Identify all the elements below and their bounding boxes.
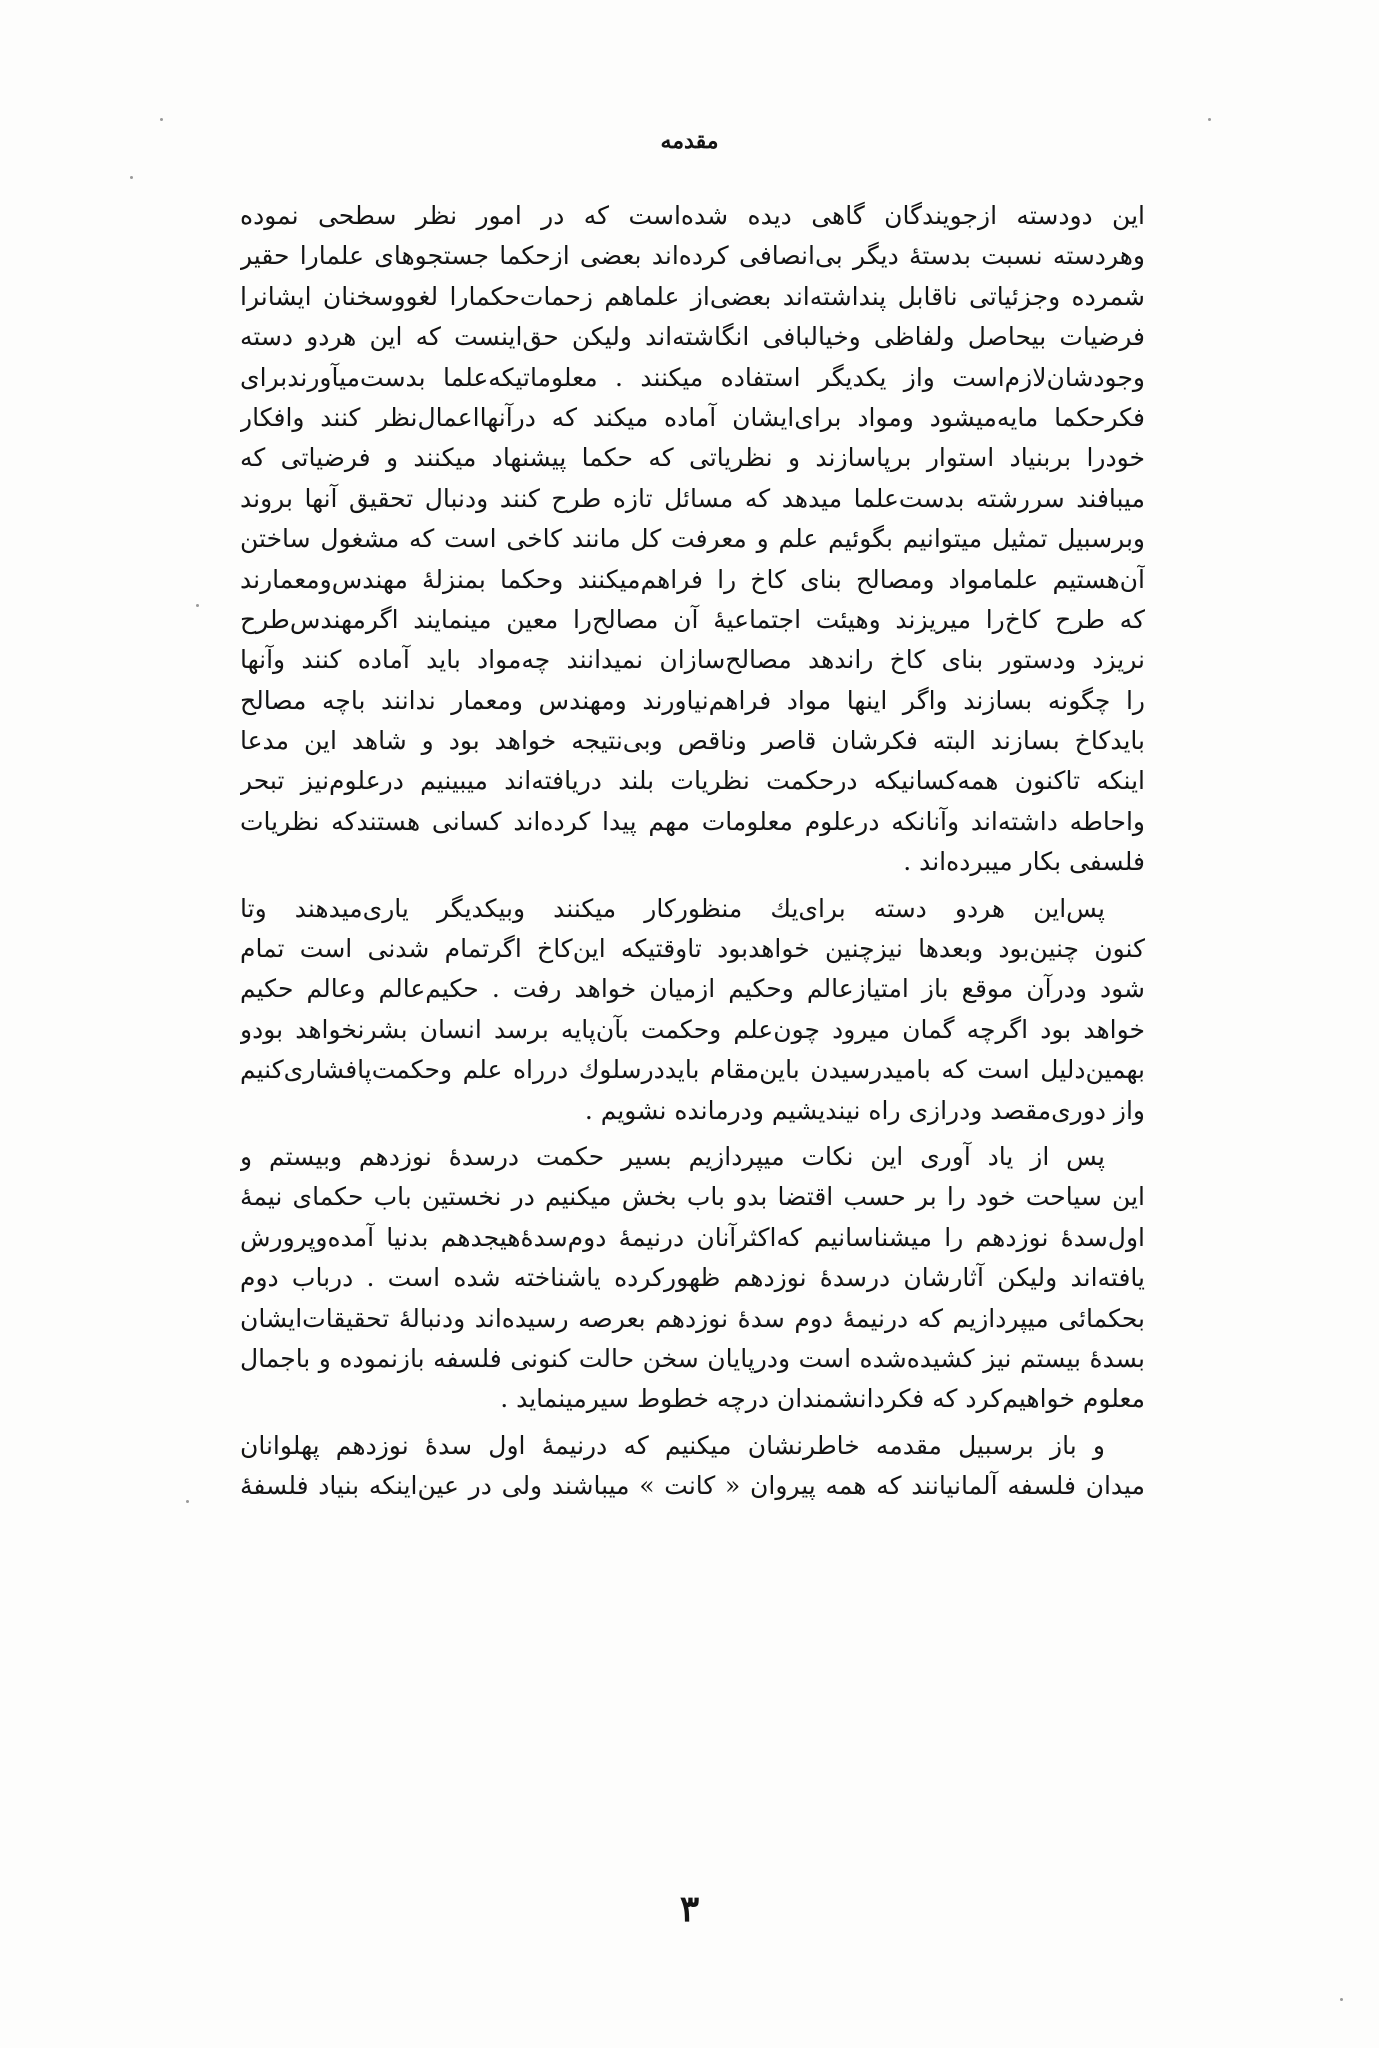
text-line: این دودسته ازجویندگان گاهی دیده شده‌است که در امور نظر سطحی نموده: [240, 201, 1145, 230]
scan-speck: [160, 118, 163, 121]
text-line: آن‌هستیم علمامواد ومصالح بنای کاخ را فراهم‌میکنند وحکما بمنزلهٔ مهندس‌ومعمارند: [240, 564, 1145, 594]
scan-speck: [186, 1500, 189, 1503]
text-line: معلوم خواهیم‌کرد که فکردانشمندان درچه خطوط سیرمینماید .: [500, 1384, 1145, 1414]
scan-speck: [1208, 118, 1211, 121]
scan-speck: [196, 604, 199, 607]
scan-speck: [1340, 1998, 1343, 2001]
text-line: شمرده وجزئیاتی ناقابل پنداشته‌اند بعضی‌از علماهم زحمات‌حکمارا لغووسخنان ایشانرا: [240, 281, 1145, 311]
text-line: پس از یاد آوری این نکات میپردازیم بسیر حکمت درسدهٔ نوزدهم وبیستم و: [240, 1141, 1105, 1171]
text-line: بایدکاخ بسازند البته فکرشان قاصر وناقص وبی‌نتیجه خواهد بود و شاهد این مدعا: [240, 726, 1145, 756]
paragraph-4: [240, 1426, 1145, 1507]
text-line: خواهد بود اگرچه گمان میرود چون‌علم وحکمت بآن‌پایه برسد انسان بشرنخواهد بودو: [240, 1014, 1145, 1044]
running-title: مقدمه: [660, 128, 719, 154]
paragraph-3: [240, 1137, 1145, 1420]
text-line: خودرا بربنیاد استوار برپاسازند و نظریاتی که حکما پیشنهاد میکنند و فرضیاتی که: [240, 443, 1145, 473]
text-line: فرضیات بیحاصل ولفاظی وخیالبافی انگاشته‌اند ولیکن حق‌اینست که این هردو دسته: [240, 322, 1145, 352]
text-line: واز دوری‌مقصد ودرازی راه نیندیشیم ودرمانده نشویم .: [584, 1095, 1145, 1125]
text-line: فکرحکما مایه‌میشود ومواد برای‌ایشان آماده میکند که درآنها‌اعمال‌نظر کنند وافکار: [240, 402, 1145, 432]
text-line: شود ودرآن موقع باز امتیازعالم وحکیم ازمیان خواهد رفت . حکیم‌عالم وعالم حکیم: [240, 974, 1145, 1004]
text-line: اینکه تاکنون همه‌کسانیکه درحکمت نظریات بلند دریافته‌اند میبینیم درعلوم‌نیز تبحر: [240, 766, 1145, 796]
text-line: پس‌این هردو دسته برای‌یك منظورکار میکنند وبیکدیگر یاری‌میدهند وتا: [240, 893, 1105, 923]
text-line: و باز برسبیل مقدمه خاطرنشان میکنیم که درنیمهٔ اول سدهٔ نوزدهم پهلوانان: [240, 1430, 1105, 1460]
text-line: بحکمائی میپردازیم که درنیمهٔ دوم سدهٔ نوزدهم بعرصه رسیده‌اند ودنبالهٔ تحقیقات‌ایشان: [240, 1303, 1145, 1333]
text-line: نریزد ودستور بنای کاخ راندهد مصالح‌سازان نمیدانند چه‌مواد باید آماده کنند وآنها: [240, 645, 1145, 675]
text-line: کنون چنین‌بود وبعدها نیزچنین خواهدبود تاوقتیکه این‌کاخ اگرتمام شدنی است تمام: [240, 934, 1145, 964]
text-line: این سیاحت خود را بر حسب اقتضا بدو باب بخش میکنیم در نخستین باب حکمای نیمهٔ: [240, 1182, 1145, 1212]
text-line: وهردسته نسبت بدستهٔ دیگر بی‌انصافی کرده‌اند بعضی ازحکما جستجوهای علمارا حقیر: [240, 241, 1145, 271]
text-line: واحاطه داشته‌اند وآنانکه درعلوم معلومات مهم پیدا کرده‌اند کسانی هستند‌که نظریات: [240, 806, 1145, 836]
body-text: [240, 196, 1145, 1507]
page-number: ۳: [679, 1888, 700, 1930]
text-line: بسدهٔ بیستم نیز کشیده‌شده است ودرپایان سخن حالت کنونی فلسفه بازنموده و باجمال: [240, 1343, 1145, 1373]
text-line: اول‌سدهٔ نوزدهم را میشناسانیم که‌اکثرآنان درنیمهٔ دوم‌سدهٔ‌هیجدهم بدنیا آمده‌وپرورش: [240, 1222, 1145, 1252]
text-line: وبرسبیل تمثیل میتوانیم بگوئیم علم و معرفت کل مانند کاخی است که مشغول ساختن: [240, 524, 1145, 554]
text-line: را چگونه بسازند واگر اینها مواد فراهم‌نیاورند ومهندس ومعمار ندانند باچه مصالح: [240, 685, 1145, 715]
text-line: میدان فلسفه آلمانیانند که همه پیروان « کانت » میباشند ولی در عین‌اینکه بنیاد فلسفهٔ: [240, 1471, 1145, 1501]
text-line: بهمین‌دلیل است که بامیدرسیدن باین‌مقام بایددرسلوك درراه علم وحکمت‌پافشاری‌کنیم: [240, 1055, 1145, 1085]
text-line: وجودشان‌لازم‌است واز یکدیگر استفاده میکنند . معلوماتیکه‌علما بدست‌میآورند‌برای: [240, 362, 1145, 392]
text-line: که طرح کاخ‌را میریزند وهیئت اجتماعیهٔ آن مصالح‌را معین مینمایند اگرمهندس‌طرح: [240, 604, 1145, 634]
text-line: فلسفی بکار میبرده‌اند .: [903, 847, 1145, 877]
paragraph-1: [240, 196, 1145, 883]
scan-speck: [130, 176, 133, 179]
text-line: میبافند سررشته بدست‌علما میدهد که مسائل تازه طرح کنند ودنبال تحقیق آنها بروند: [240, 483, 1145, 513]
paragraph-2: [240, 889, 1145, 1131]
text-line: یافته‌اند ولیکن آثارشان درسدهٔ نوزدهم ظهورکرده یاشناخته شده است . درباب دوم: [240, 1263, 1145, 1293]
